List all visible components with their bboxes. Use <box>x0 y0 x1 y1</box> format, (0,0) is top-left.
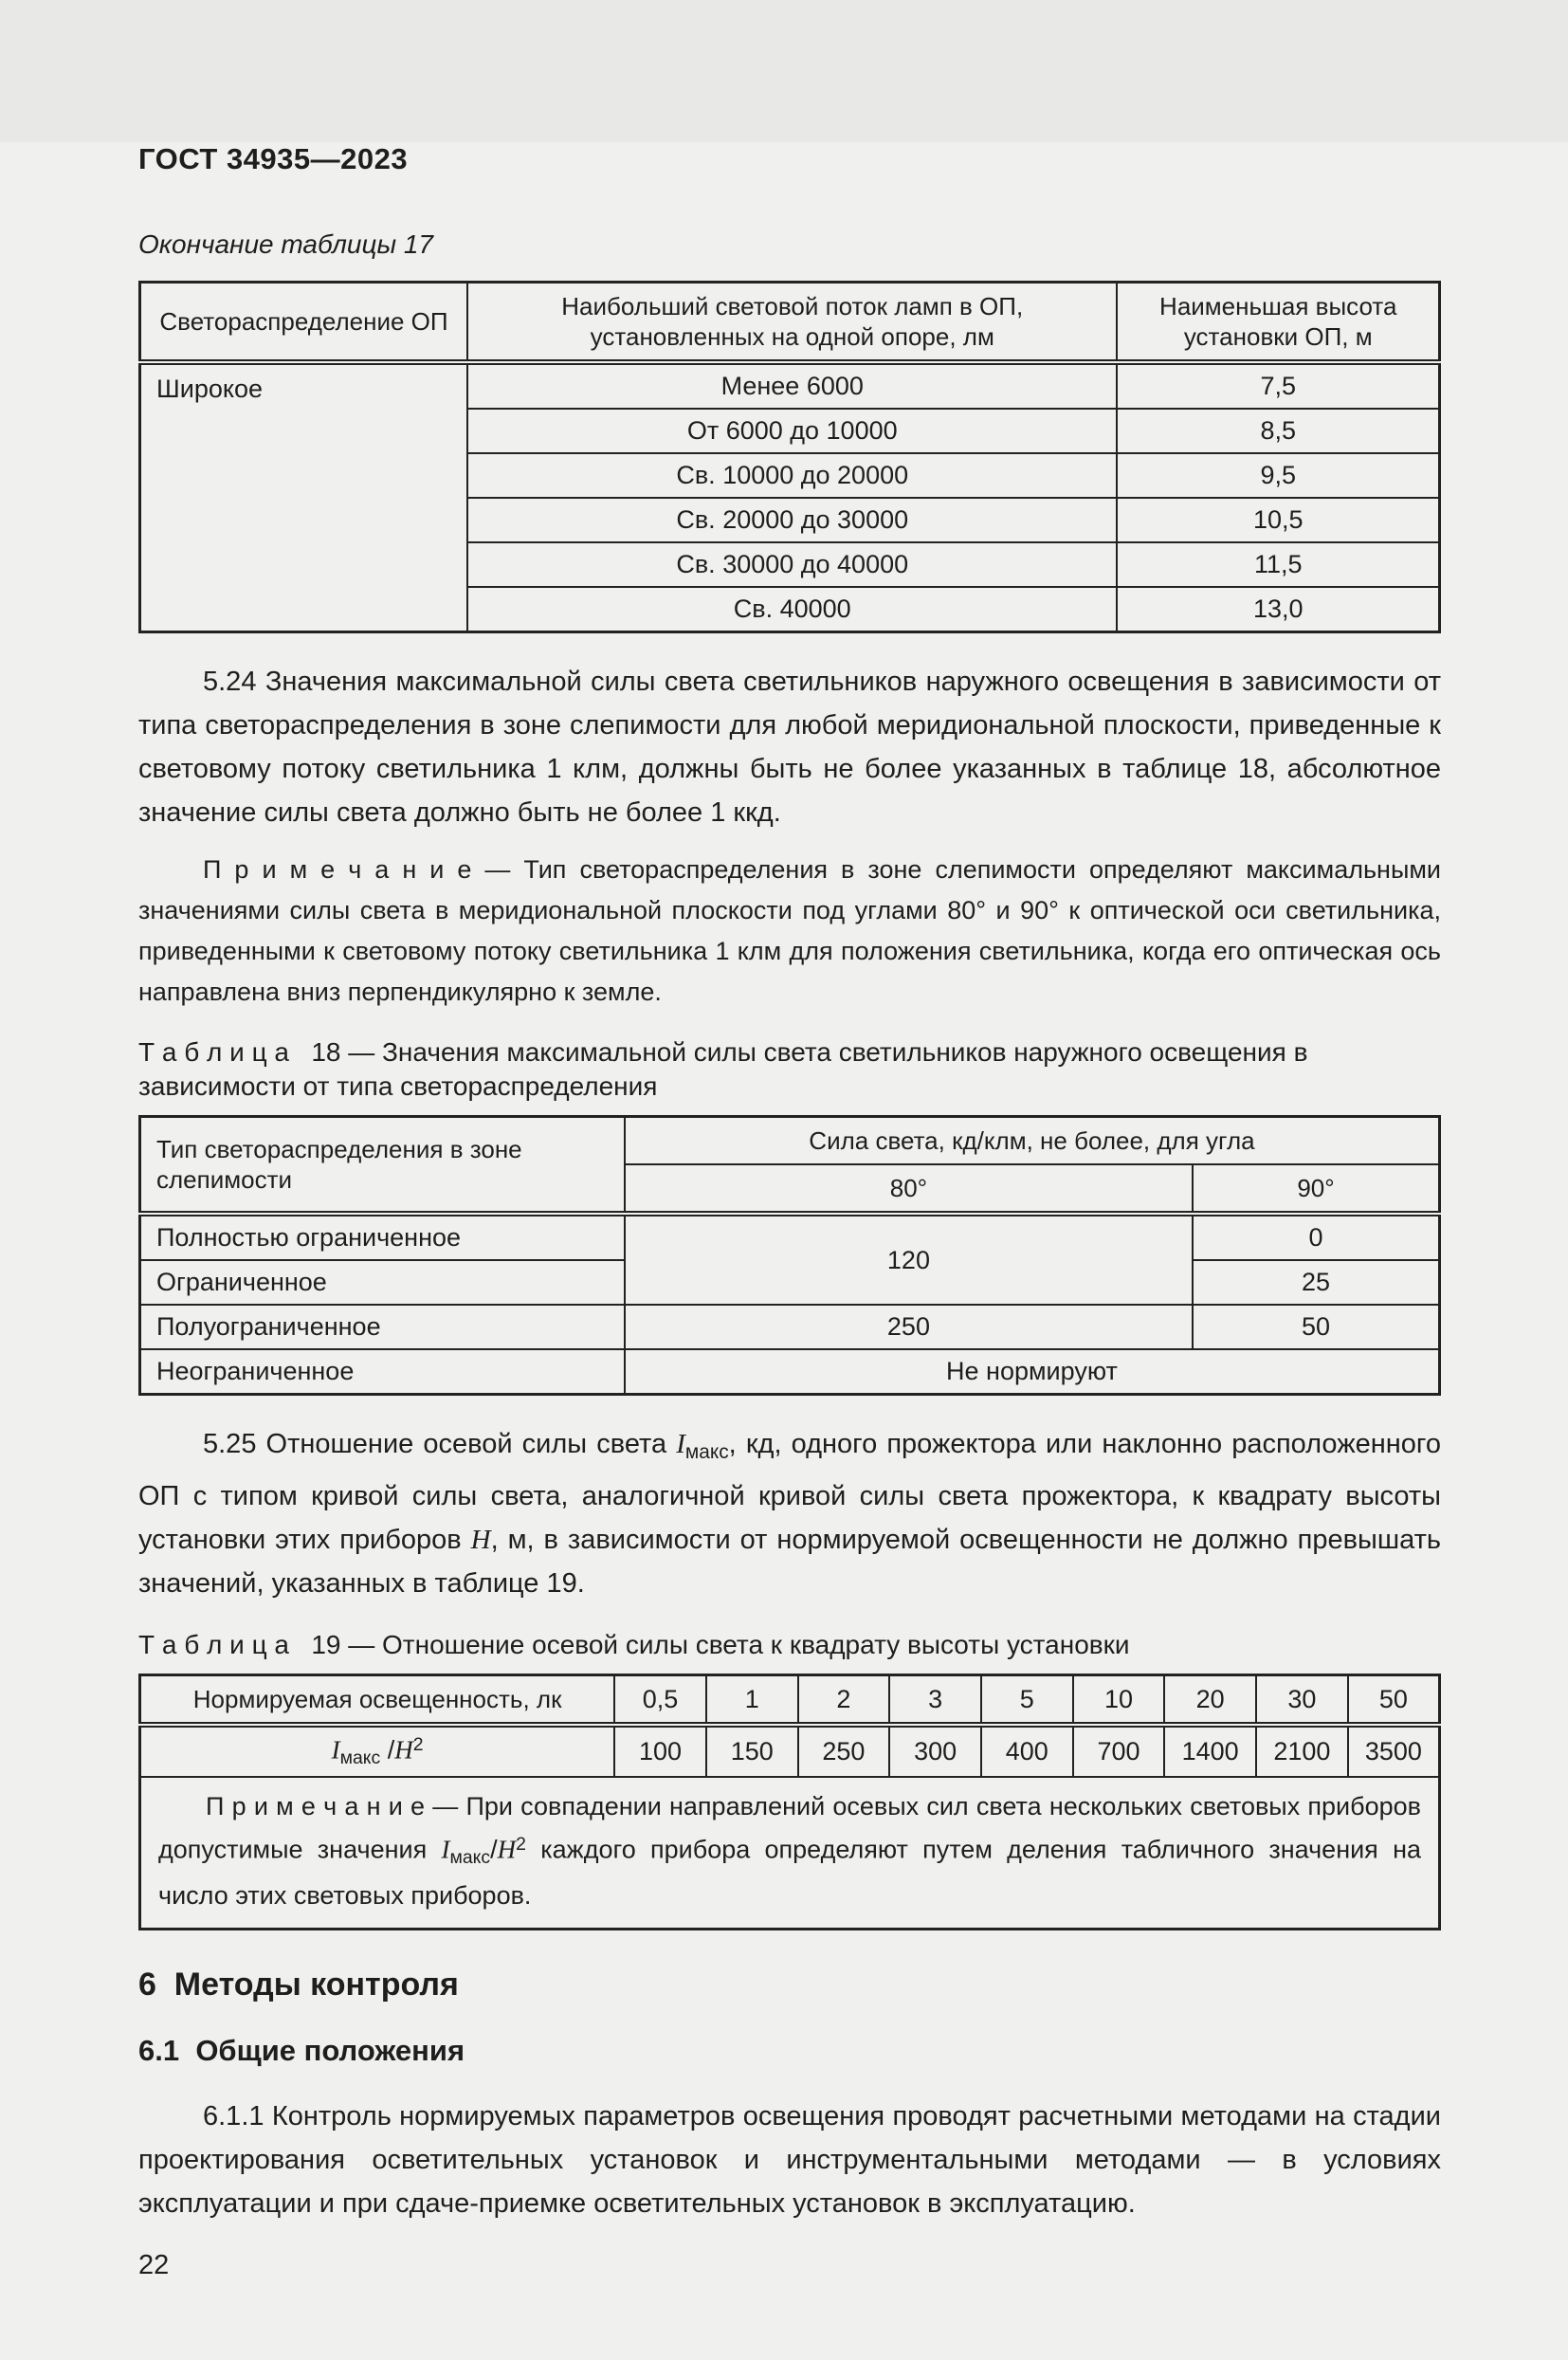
t19-ratio-3: 300 <box>889 1725 981 1777</box>
t19-note-seg2: каждого прибора определяют путем деления табличного значения на число этих световых приборов. <box>158 1835 1422 1911</box>
table-17-header-row <box>140 283 1440 363</box>
t19-ratio-6: 1400 <box>1164 1725 1256 1777</box>
table-19-caption: Т а б л и ц а 19 — Отношение осевой силы света к квадрату высоты установки <box>138 1629 1130 1659</box>
t19-lux-4: 5 <box>981 1674 1073 1725</box>
t18-r1-label: Полностью ограниченное <box>140 1214 625 1260</box>
t19-ratio-5: 700 <box>1073 1725 1165 1777</box>
t19-ratio-2: 250 <box>798 1725 890 1777</box>
table-19-row-1 <box>140 1674 1440 1725</box>
table-row <box>140 1214 1440 1260</box>
table-19-note <box>140 1777 1440 1930</box>
t19-lux-1: 1 <box>706 1674 798 1725</box>
document-page <box>0 142 1568 2360</box>
t17-r2-flux: Св. 10000 до 20000 <box>467 453 1118 498</box>
t17-r5-height: 13,0 <box>1117 587 1439 632</box>
t18-r3-80: 250 <box>625 1305 1193 1349</box>
t18-r3-90: 50 <box>1193 1305 1440 1349</box>
t17-r2-height: 9,5 <box>1117 453 1439 498</box>
t17-r3-flux: Св. 20000 до 30000 <box>467 498 1118 542</box>
h-symbol: H <box>394 1735 413 1765</box>
t17-group-label: Широкое <box>140 362 467 632</box>
t18-r1-80: 120 <box>625 1214 1193 1305</box>
t17-r4-height: 11,5 <box>1117 542 1439 587</box>
table-row <box>140 1305 1440 1349</box>
t19-note-seg1: П р и м е ч а н и е — При совпадении направлений осевых сил света нескольких световых приборов допустимые значения <box>158 1792 1421 1864</box>
table-19-row-2 <box>140 1725 1440 1777</box>
i-max-symbol: I <box>676 1429 685 1459</box>
doc-code: ГОСТ 34935—2023 <box>138 142 409 175</box>
clause-5-25-seg1: 5.25 Отношение осевой силы света <box>203 1429 677 1459</box>
table-18-caption: Т а б л и ц а 18 — Значения максимальной силы света светильников наружного освещения в зависимости от типа светораспределения <box>138 1037 1316 1101</box>
t17-col-header-flux: Наибольший световой поток ламп в ОП, установленных на одной опоре, лм <box>467 283 1118 363</box>
t19-ratio-8: 3500 <box>1348 1725 1440 1777</box>
t19-lux-3: 3 <box>889 1674 981 1725</box>
table-18-header-row-1 <box>140 1117 1440 1165</box>
t19-row2-label <box>140 1725 615 1777</box>
t18-r4-label: Неограниченное <box>140 1349 625 1395</box>
ratio-slash: / <box>380 1735 395 1765</box>
clause-6-1-1-text: 6.1.1 Контроль нормируемых параметров освещения проводят расчетными методами на стадии проектирования осветительных установок и инструментальными методами — в условиях эксплуатации и при сдаче-приемке осветительных установок в эксплуатацию. <box>138 2101 1441 2220</box>
t19-lux-2: 2 <box>798 1674 890 1725</box>
t19-lux-7: 30 <box>1256 1674 1348 1725</box>
ratio-slash: / <box>490 1835 498 1864</box>
t18-group-header: Сила света, кд/клм, не более, для угла <box>625 1117 1440 1165</box>
table-19-note-row <box>140 1777 1440 1930</box>
t19-ratio-7: 2100 <box>1256 1725 1348 1777</box>
clause-5-24-text: 5.24 Значения максимальной силы света светильников наружного освещения в зависимости от типа светораспределения в зоне слепимости для любой меридиональной плоскости, приведенные к световому потоку светильника 1 клм, должны быть не более указанных в таблице 18, абсолютное значение силы света должно быть не более 1 ккд. <box>138 667 1441 828</box>
t18-r2-label: Ограниченное <box>140 1260 625 1305</box>
i-max-subscript: макс <box>449 1847 491 1869</box>
t18-angle-90: 90° <box>1193 1164 1440 1214</box>
clause-5-25-seg3: , м, в зависимости от нормируемой освещенности не должно превышать значений, указанных в таблице 19. <box>138 1524 1441 1599</box>
page-number: 22 <box>138 2250 170 2281</box>
t19-row1-label: Нормируемая освещенность, лк <box>140 1674 615 1725</box>
h-symbol: H <box>470 1524 491 1555</box>
t18-r3-label: Полуограниченное <box>140 1305 625 1349</box>
t19-lux-5: 10 <box>1073 1674 1165 1725</box>
section-6-title: 6 Методы контроля <box>138 1967 459 2003</box>
t18-r2-90: 25 <box>1193 1260 1440 1305</box>
t18-col-header-type: Тип светораспределения в зоне слепимости <box>140 1117 625 1215</box>
i-max-symbol: I <box>441 1835 450 1864</box>
i-max-symbol: I <box>331 1735 340 1765</box>
t17-col-header-height: Наименьшая высота установки ОП, м <box>1117 283 1439 363</box>
t19-ratio-0: 100 <box>614 1725 706 1777</box>
clause-5-25-seg2: , кд, одного прожектора или наклонно расположенного ОП с типом кривой силы света, аналогичной кривой силы света прожектора, к квадрату высоты установки этих приборов <box>138 1429 1441 1555</box>
table-19 <box>138 1674 1441 1930</box>
i-max-subscript: макс <box>684 1440 729 1463</box>
page-content <box>0 142 1568 2281</box>
clause-5-25-text <box>138 1422 1441 1605</box>
t17-col-header-distribution: Светораспределение ОП <box>140 283 467 363</box>
t17-r5-flux: Св. 40000 <box>467 587 1118 632</box>
h-superscript: 2 <box>516 1834 526 1856</box>
t19-lux-8: 50 <box>1348 1674 1440 1725</box>
h-symbol: H <box>497 1835 517 1864</box>
t19-ratio-1: 150 <box>706 1725 798 1777</box>
h-superscript: 2 <box>412 1733 424 1755</box>
clause-5-24-note: П р и м е ч а н и е — Тип светораспределения в зоне слепимости определяют максимальными значениями силы света в меридиональной плоскости под углами 80° и 90° к оптической оси светильника, приведенными к световому потоку светильника 1 клм для положения светильника, когда его оптическая ось направлена вниз перпендикулярно к земле. <box>138 855 1441 1006</box>
i-max-subscript: макс <box>339 1747 381 1769</box>
t19-ratio-4: 400 <box>981 1725 1073 1777</box>
table-row <box>140 362 1440 409</box>
t17-r1-flux: От 6000 до 10000 <box>467 409 1118 453</box>
table-17 <box>138 281 1441 633</box>
t17-r1-height: 8,5 <box>1117 409 1439 453</box>
t17-r0-flux: Менее 6000 <box>467 362 1118 409</box>
t19-lux-6: 20 <box>1164 1674 1256 1725</box>
table-18 <box>138 1115 1441 1396</box>
table-row <box>140 1349 1440 1395</box>
t18-angle-80: 80° <box>625 1164 1193 1214</box>
section-6-1-title: 6.1 Общие положения <box>138 2034 465 2068</box>
t17-r3-height: 10,5 <box>1117 498 1439 542</box>
t18-r1-90: 0 <box>1193 1214 1440 1260</box>
t19-lux-0: 0,5 <box>614 1674 706 1725</box>
t18-r4-value: Не нормируют <box>625 1349 1440 1395</box>
t17-r0-height: 7,5 <box>1117 362 1439 409</box>
t17-r4-flux: Св. 30000 до 40000 <box>467 542 1118 587</box>
table17-continuation-label: Окончание таблицы 17 <box>138 229 433 259</box>
